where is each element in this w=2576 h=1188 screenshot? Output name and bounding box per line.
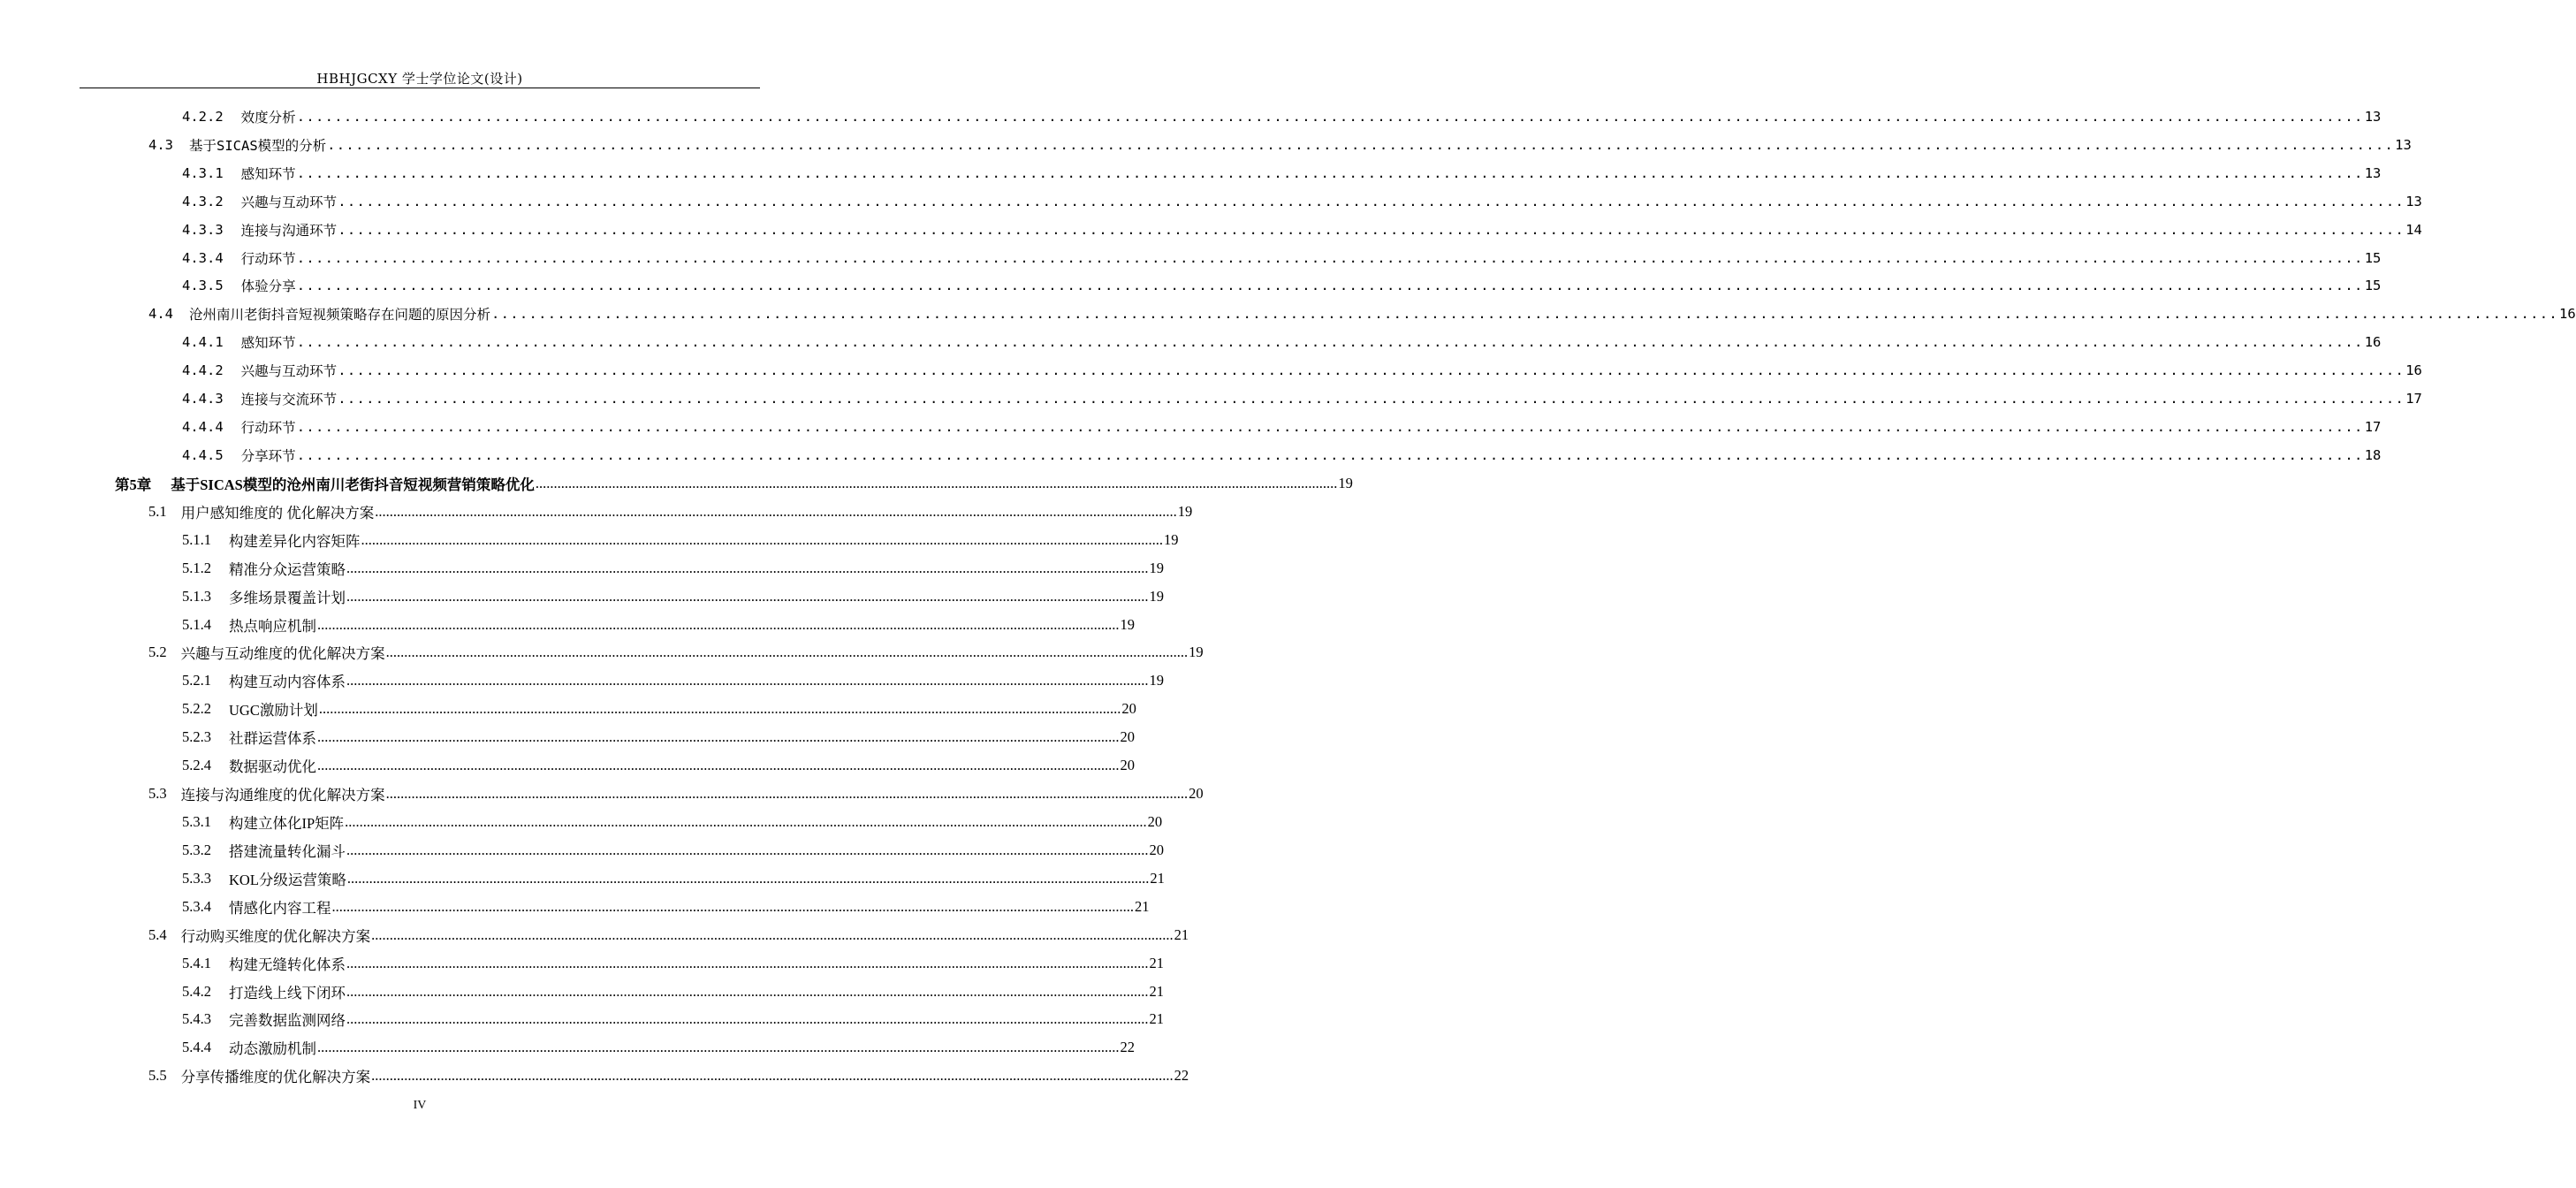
toc-entry-number: 5.5 (148, 1067, 167, 1085)
toc-entry-title: 行动环节 (240, 250, 296, 267)
toc-entry[interactable] (0, 300, 2576, 328)
toc-leader-dots: ............................................................................................................................................................................................................................ (317, 615, 1120, 633)
toc-entry-number: 4.4 (148, 306, 173, 323)
toc-entry-title: 连接与沟通环节 (240, 222, 338, 239)
toc-entry-title: 构建差异化内容矩阵 (229, 532, 361, 550)
toc-entry-page: 19 (1189, 644, 1204, 661)
toc-entry-page: 19 (1149, 587, 1164, 605)
toc-entry[interactable] (0, 187, 2422, 216)
toc-entry-page: 19 (1338, 474, 1353, 491)
toc-entry-number: 4.3.4 (182, 249, 224, 266)
toc-leader-dots: ............................................................................................................................................................................................................................ (371, 925, 1174, 943)
toc-entry[interactable] (0, 583, 1164, 611)
toc-leader-dots: ............................................................................................................................................................................................................................ (361, 530, 1163, 548)
toc-entry-page: 19 (1164, 530, 1179, 548)
toc-entry-page: 20 (1147, 813, 1163, 830)
toc-entry-number: 4.4.2 (182, 362, 224, 379)
toc-entry-number: 4.4.4 (182, 419, 224, 436)
toc-entry-page: 13 (2405, 193, 2422, 209)
toc-entry-page: 19 (1120, 615, 1135, 633)
toc-entry[interactable] (0, 469, 1353, 498)
toc-leader-dots: ............................................................................................................................................................................................................................ (375, 502, 1177, 520)
toc-entry-title: 热点响应机制 (229, 617, 316, 635)
toc-entry[interactable] (0, 836, 1164, 864)
toc-entry-title: 连接与沟通维度的优化解决方案 (180, 787, 385, 804)
toc-leader-dots: ............................................................................................................................................................................................................................ (346, 954, 1149, 971)
toc-entry-page: 21 (1150, 869, 1165, 887)
toc-entry-number: 5.3.3 (182, 869, 211, 887)
toc-entry[interactable] (0, 666, 1164, 695)
toc-entry[interactable] (0, 272, 2382, 301)
toc-entry-number: 5.1 (148, 502, 167, 520)
toc-entry[interactable] (0, 554, 1164, 583)
toc-entry[interactable] (0, 526, 1179, 554)
running-header: HBHJGCXY 学士学位论文(设计) (316, 71, 523, 87)
toc-entry-number: 4.4.1 (182, 334, 224, 351)
toc-entry-number: 5.4.1 (182, 954, 211, 971)
toc-entry-number: 第5章 (115, 476, 152, 493)
toc-leader-dots: ............................................................................................................................................................................................................................ (346, 587, 1149, 605)
toc-entry-title: KOL分级运营策略 (229, 871, 346, 888)
toc-entry-page: 20 (1149, 841, 1164, 858)
toc-entry-number: 5.1.1 (182, 530, 211, 548)
toc-leader-dots: ............................................................................................................................................................................................................................ (317, 728, 1120, 746)
table-of-contents (0, 103, 2576, 1090)
toc-entry-title: 感知环节 (240, 335, 296, 352)
toc-entry-title: 行动环节 (240, 420, 296, 437)
toc-entry[interactable] (0, 780, 1204, 808)
toc-entry-title: 兴趣与互动环节 (240, 194, 338, 210)
toc-entry-number: 5.3.4 (182, 897, 211, 915)
toc-entry-number: 4.3.1 (182, 164, 224, 181)
toc-entry-number: 4.2.2 (182, 108, 224, 125)
toc-entry-title: 沧州南川老街抖音短视频策略存在问题的原因分析 (189, 307, 491, 324)
toc-entry-number: 4.4.5 (182, 447, 224, 464)
toc-entry[interactable] (0, 893, 1150, 921)
toc-entry-page: 16 (2405, 362, 2422, 379)
toc-leader-dots: ............................................................................................................................................................................................................................ (317, 757, 1120, 774)
toc-entry-page: 20 (1120, 757, 1135, 774)
toc-leader-dots: ............................................................................................................................................................................................................................ (296, 278, 2364, 294)
toc-entry-title: 连接与交流环节 (240, 392, 338, 408)
toc-entry-number: 5.3.2 (182, 841, 211, 858)
toc-entry-number: 5.3.1 (182, 813, 211, 830)
toc-leader-dots: ............................................................................................................................................................................................................................ (296, 334, 2364, 351)
toc-leader-dots: ............................................................................................................................................................................................................................ (317, 1039, 1120, 1056)
toc-entry-number: 5.2.3 (182, 728, 211, 746)
page-number: IV (413, 1099, 427, 1112)
toc-leader-dots: ............................................................................................................................................................................................................................ (338, 391, 2405, 407)
toc-leader-dots: ............................................................................................................................................................................................................................ (346, 841, 1149, 858)
toc-entry-title: 完善数据监测网络 (229, 1012, 346, 1030)
toc-entry[interactable] (0, 498, 1193, 526)
toc-entry-title: 构建立体化IP矩阵 (229, 815, 345, 832)
toc-entry-number: 5.2.2 (182, 700, 211, 718)
toc-entry[interactable] (0, 244, 2382, 272)
toc-entry-page: 20 (1120, 728, 1135, 746)
toc-entry-number: 5.2.4 (182, 757, 211, 774)
toc-leader-dots: ............................................................................................................................................................................................................................ (296, 447, 2364, 464)
toc-entry-page: 21 (1135, 897, 1150, 915)
toc-entry[interactable] (0, 864, 1165, 893)
toc-entry-page: 21 (1174, 925, 1189, 943)
toc-entry-page: 13 (2395, 136, 2412, 153)
toc-leader-dots: ............................................................................................................................................................................................................................ (385, 644, 1189, 661)
toc-entry-page: 20 (1121, 700, 1136, 718)
toc-entry-number: 5.4.3 (182, 1010, 211, 1028)
toc-entry-title: 兴趣与互动环节 (240, 363, 338, 380)
toc-entry-page: 13 (2364, 108, 2382, 125)
toc-entry-title: 基于SICAS模型的沧州南川老街抖音短视频营销策略优化 (171, 476, 535, 493)
toc-entry-page: 19 (1149, 559, 1164, 576)
toc-entry-number: 5.1.3 (182, 587, 211, 605)
toc-entry[interactable] (0, 808, 1163, 836)
toc-entry-page: 17 (2405, 391, 2422, 407)
toc-entry-number: 5.4.2 (182, 982, 211, 1000)
toc-leader-dots: ............................................................................................................................................................................................................................ (296, 164, 2364, 181)
toc-entry[interactable] (0, 921, 1189, 949)
toc-entry-title: 打造线上线下闭环 (229, 984, 346, 1001)
toc-entry-page: 21 (1149, 982, 1164, 1000)
toc-entry-page: 20 (1189, 785, 1204, 803)
toc-entry-title: 用户感知维度的 优化解决方案 (180, 504, 375, 522)
toc-entry-title: 动态激励机制 (229, 1040, 316, 1058)
toc-leader-dots: ............................................................................................................................................................................................................................ (346, 869, 1150, 887)
toc-entry[interactable] (0, 328, 2382, 356)
toc-leader-dots: ............................................................................................................................................................................................................................ (491, 306, 2559, 323)
toc-leader-dots: ............................................................................................................................................................................................................................ (331, 897, 1134, 915)
toc-entry-page: 16 (2364, 334, 2382, 351)
toc-entry-number: 4.3 (148, 136, 173, 153)
toc-leader-dots: ............................................................................................................................................................................................................................ (338, 362, 2405, 379)
toc-entry-title: 基于SICAS模型的分析 (189, 137, 327, 154)
toc-leader-dots: ............................................................................................................................................................................................................................ (296, 108, 2364, 125)
toc-entry-page: 19 (1149, 672, 1164, 689)
toc-entry-number: 5.4.4 (182, 1039, 211, 1056)
toc-entry-title: 构建无缝转化体系 (229, 956, 346, 973)
toc-leader-dots: ............................................................................................................................................................................................................................ (385, 785, 1189, 803)
toc-entry-page: 15 (2364, 278, 2382, 294)
toc-entry-page: 22 (1174, 1067, 1189, 1085)
toc-entry-title: 情感化内容工程 (229, 899, 331, 917)
toc-entry[interactable] (0, 1062, 1189, 1090)
toc-entry-title: 体验分享 (240, 278, 296, 295)
toc-entry[interactable] (0, 131, 2412, 159)
toc-entry-number: 5.2 (148, 644, 167, 661)
toc-entry-number: 4.3.5 (182, 278, 224, 294)
toc-entry-number: 5.1.2 (182, 559, 211, 576)
toc-leader-dots: ............................................................................................................................................................................................................................ (345, 813, 1147, 830)
toc-entry[interactable] (0, 103, 2382, 131)
toc-entry[interactable] (0, 385, 2422, 413)
toc-entry-page: 16 (2559, 306, 2576, 323)
toc-entry[interactable] (0, 356, 2422, 385)
toc-entry-page: 14 (2405, 221, 2422, 238)
toc-leader-dots: ............................................................................................................................................................................................................................ (327, 136, 2395, 153)
toc-entry-number: 4.3.3 (182, 221, 224, 238)
toc-leader-dots: ............................................................................................................................................................................................................................ (346, 1010, 1149, 1028)
toc-leader-dots: ............................................................................................................................................................................................................................ (346, 672, 1149, 689)
toc-entry-page: 13 (2364, 164, 2382, 181)
toc-entry-title: 兴趣与互动维度的优化解决方案 (180, 645, 385, 663)
toc-entry-number: 5.1.4 (182, 615, 211, 633)
toc-entry[interactable] (0, 159, 2382, 187)
toc-leader-dots: ............................................................................................................................................................................................................................ (338, 221, 2405, 238)
toc-entry-title: 多维场景覆盖计划 (229, 589, 346, 606)
toc-leader-dots: ............................................................................................................................................................................................................................ (371, 1067, 1174, 1085)
toc-entry[interactable] (0, 949, 1164, 978)
toc-entry-title: 行动购买维度的优化解决方案 (180, 927, 371, 945)
toc-entry-page: 19 (1177, 502, 1193, 520)
toc-entry-title: 分享传播维度的优化解决方案 (180, 1069, 371, 1086)
toc-entry-title: UGC激励计划 (229, 702, 318, 720)
toc-entry-title: 感知环节 (240, 165, 296, 182)
toc-entry-number: 4.4.3 (182, 391, 224, 407)
toc-entry[interactable] (0, 751, 1135, 780)
toc-leader-dots: ............................................................................................................................................................................................................................ (318, 700, 1121, 718)
toc-entry[interactable] (0, 1006, 1164, 1034)
toc-entry-title: 效度分析 (240, 109, 296, 126)
toc-entry-page: 22 (1120, 1039, 1135, 1056)
toc-entry[interactable] (0, 1033, 1135, 1062)
toc-entry-title: 数据驱动优化 (229, 758, 316, 776)
toc-entry-page: 21 (1149, 1010, 1164, 1028)
toc-entry[interactable] (0, 723, 1135, 751)
toc-entry-number: 5.4 (148, 925, 167, 943)
toc-leader-dots: ............................................................................................................................................................................................................................ (338, 193, 2405, 209)
toc-entry-title: 分享环节 (240, 448, 296, 465)
toc-entry[interactable] (0, 216, 2422, 244)
toc-entry-title: 搭建流量转化漏斗 (229, 842, 346, 860)
toc-entry-page: 15 (2364, 249, 2382, 266)
toc-entry[interactable] (0, 978, 1164, 1006)
toc-leader-dots: ............................................................................................................................................................................................................................ (535, 474, 1338, 491)
toc-entry-number: 4.3.2 (182, 193, 224, 209)
toc-entry-title: 构建互动内容体系 (229, 674, 346, 691)
toc-entry-page: 17 (2364, 419, 2382, 436)
toc-entry-number: 5.2.1 (182, 672, 211, 689)
toc-leader-dots: ............................................................................................................................................................................................................................ (346, 982, 1149, 1000)
toc-entry[interactable] (0, 639, 1204, 667)
toc-entry-page: 21 (1149, 954, 1164, 971)
toc-entry-title: 社群运营体系 (229, 730, 316, 748)
toc-entry-page: 18 (2364, 447, 2382, 464)
toc-leader-dots: ............................................................................................................................................................................................................................ (296, 419, 2364, 436)
toc-entry[interactable] (0, 413, 2382, 441)
toc-entry[interactable] (0, 611, 1135, 639)
toc-leader-dots: ............................................................................................................................................................................................................................ (346, 559, 1149, 576)
toc-entry-number: 5.3 (148, 785, 167, 803)
toc-entry-title: 精准分众运营策略 (229, 560, 346, 578)
toc-entry[interactable] (0, 441, 2382, 469)
toc-leader-dots: ............................................................................................................................................................................................................................ (296, 249, 2364, 266)
toc-entry[interactable] (0, 695, 1136, 723)
